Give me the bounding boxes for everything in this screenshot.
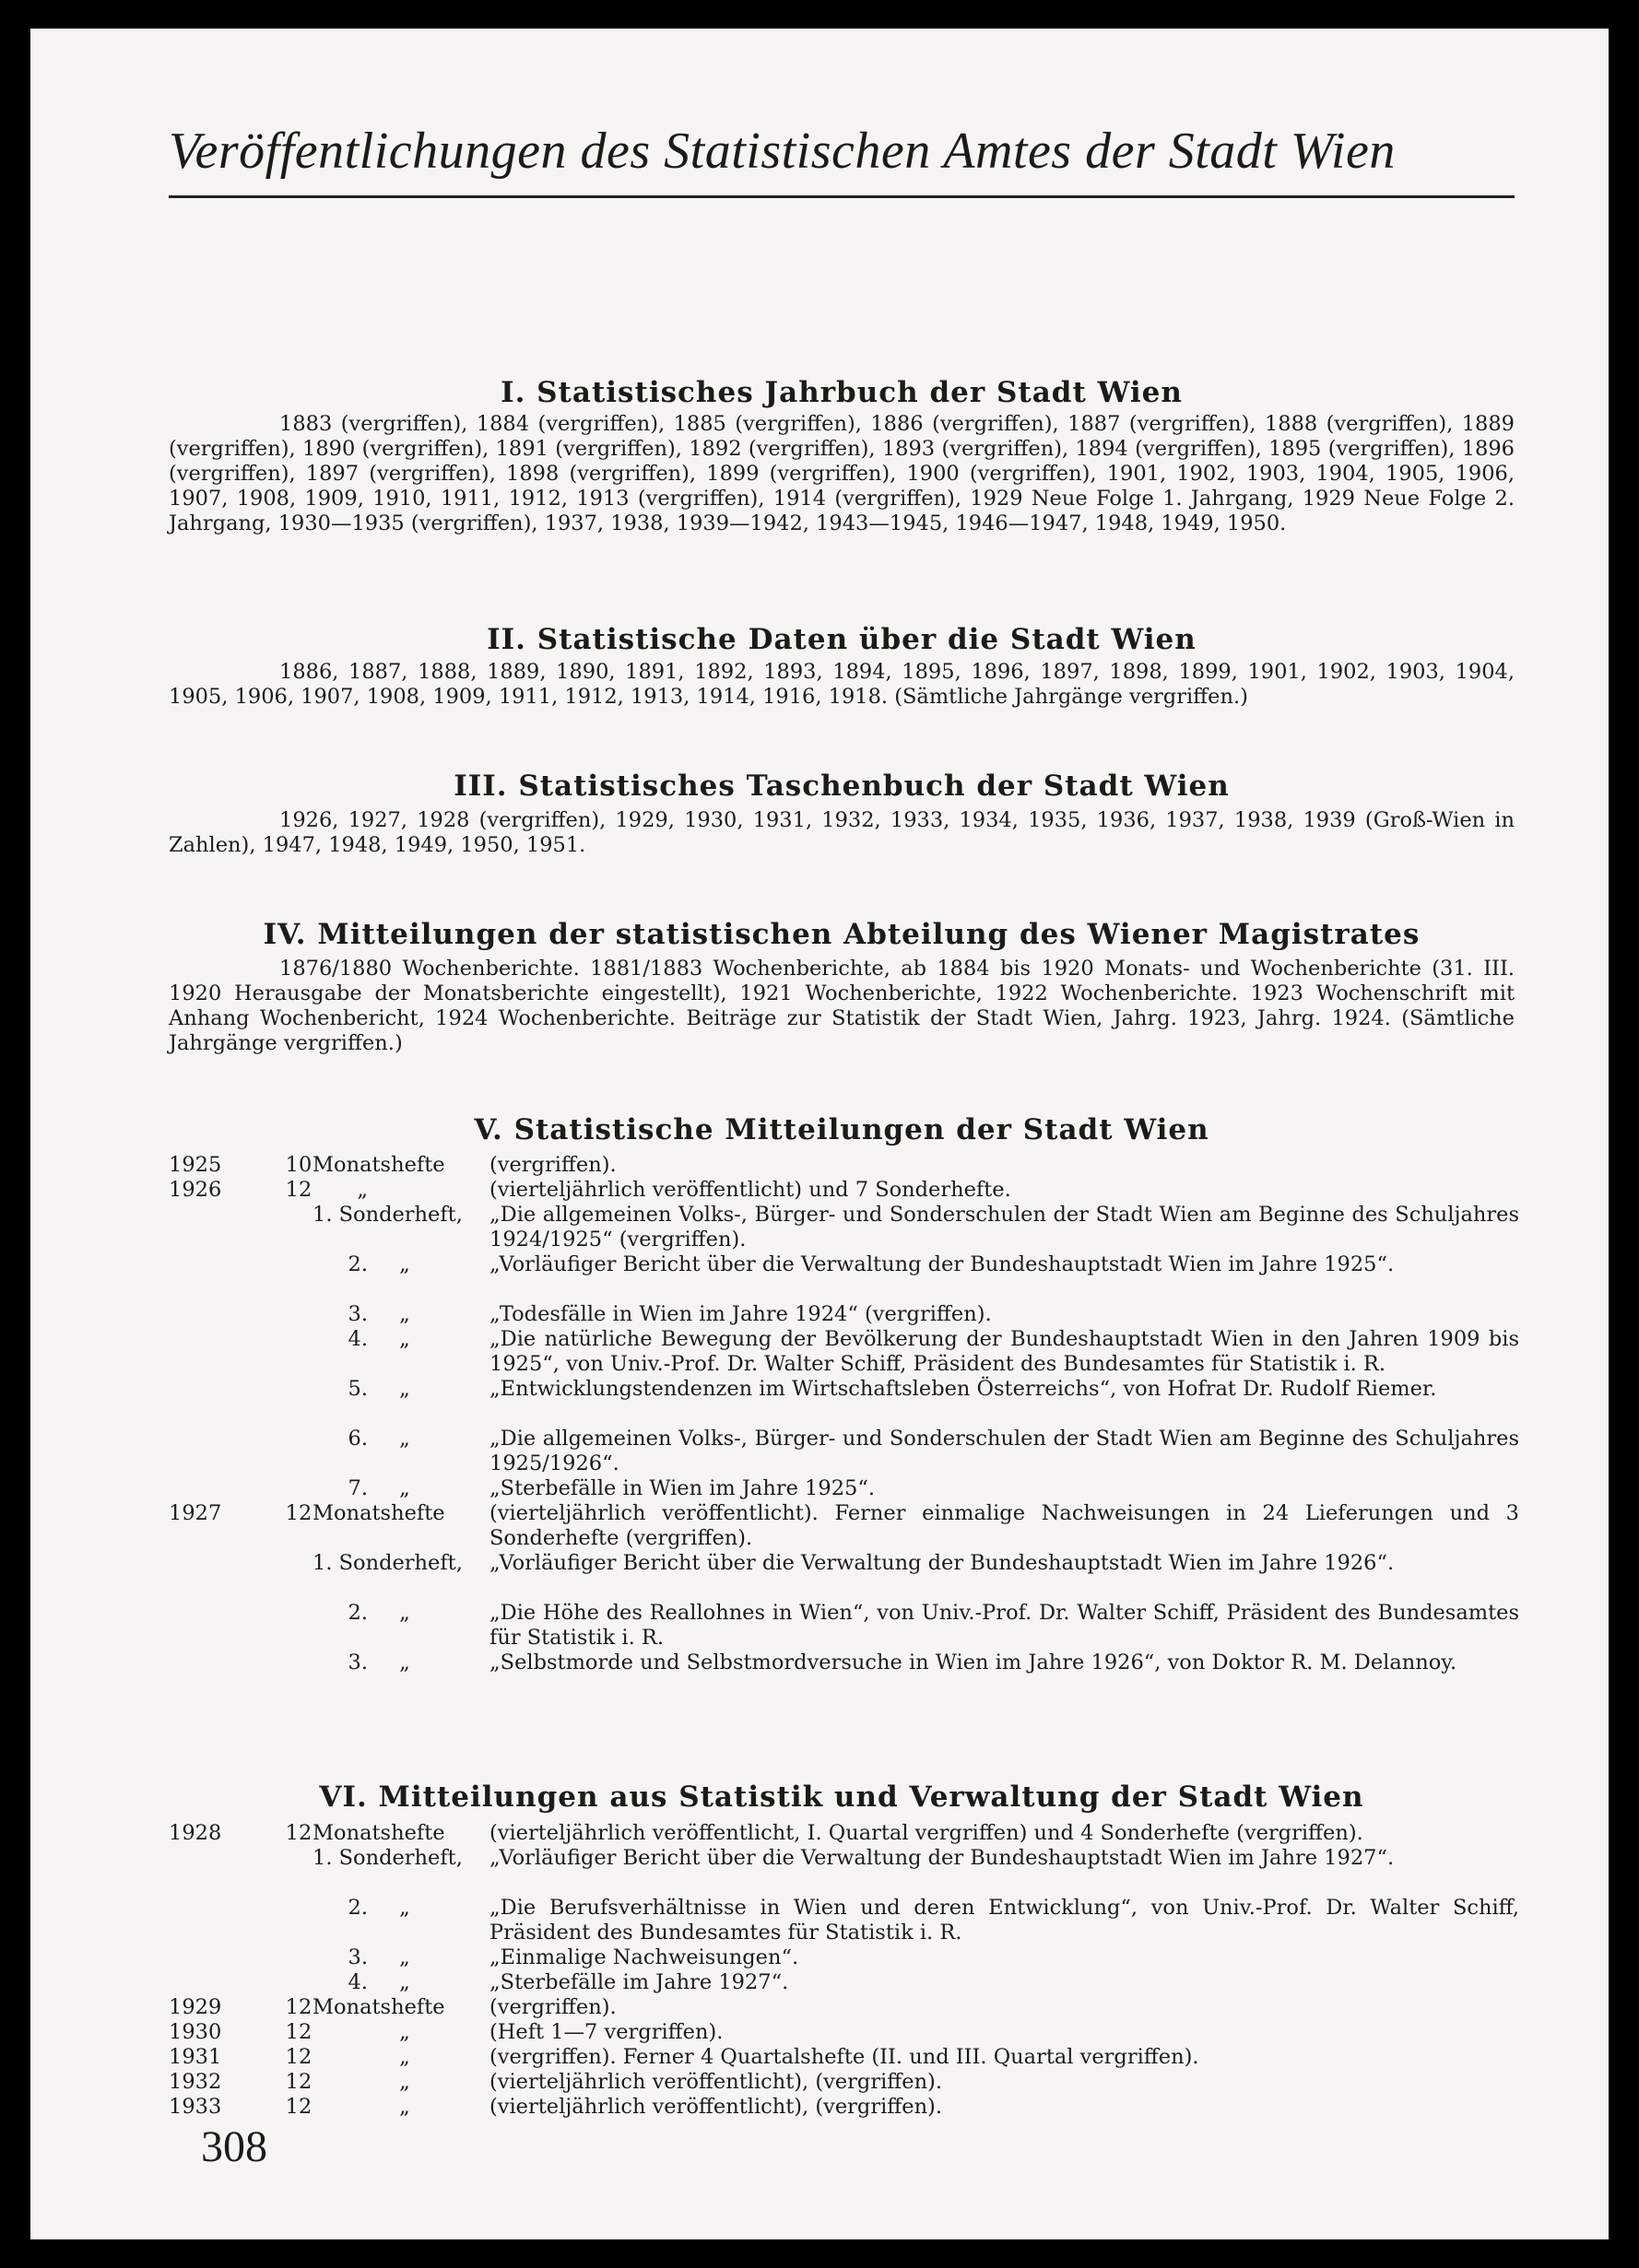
row-text: „Vorläufiger Bericht über die Verwaltung der Bundeshauptstadt Wien im Jahre 1927“.: [489, 1846, 1395, 1870]
row-count: 12: [285, 1178, 312, 1202]
row-ditto-mark: „: [399, 1970, 410, 1994]
row-label: 1. Sonderheft,: [312, 1203, 463, 1227]
row-ditto-mark: „: [399, 1476, 410, 1500]
header-rule: [169, 195, 1515, 198]
row-year: 1927: [169, 1501, 222, 1525]
row-ditto-mark: „: [399, 1427, 410, 1451]
section-text-ii: 1886, 1887, 1888, 1889, 1890, 1891, 1892, 1893, 1894, 1895, 1896, 1897, 1898, 1899, 1901, 1902, 1903, 1904, 1905, 1906, 1907, 1908, 1909, 1911, 1912, 1913, 1914, 1916, 1918. (Sämtliche Jahrgänge vergriffen.): [169, 660, 1515, 709]
row-text: (vierteljährlich veröffentlicht), (vergriffen).: [489, 2070, 942, 2094]
row-text: „Die allgemeinen Volks-, Bürger- und Sonderschulen der Stadt Wien am Beginne des Schuljahres 1924/1925“ (vergriffen).: [489, 1203, 1519, 1252]
row-ditto: 6.: [348, 1427, 368, 1451]
section-text-iii: 1926, 1927, 1928 (vergriffen), 1929, 1930, 1931, 1932, 1933, 1934, 1935, 1936, 1937, 1938, 1939 (Groß-Wien in Zahlen), 1947, 1948, 1949, 1950, 1951.: [169, 808, 1515, 857]
row-text: (vergriffen).: [489, 1995, 617, 2019]
row-count: 12: [285, 2020, 312, 2044]
row-ditto-mark: „: [399, 1896, 410, 1920]
row-ditto-mark: „: [399, 1601, 410, 1625]
row-year: 1926: [169, 1178, 222, 1202]
section-text-i: 1883 (vergriffen), 1884 (vergriffen), 1885 (vergriffen), 1886 (vergriffen), 1887 (vergriffen), 1888 (vergriffen), 1889 (vergriffen), 1890 (vergriffen), 1891 (vergriffen), 1892 (vergriffen), 1893 (vergriffen), 1894 (vergriffen), 1895 (vergriffen), 1896 (vergriffen), 1897 (vergriffen), 1898 (vergriffen), 1899 (vergriffen), 1900 (vergriffen), 1901, 1902, 1903, 1904, 1905, 1906, 1907, 1908, 1909, 1910, 1911, 1912, 1913 (vergriffen), 1914 (vergriffen), 1929 Neue Folge 1. Jahrgang, 1929 Neue Folge 2. Jahrgang, 1930—1935 (vergriffen), 1937, 1938, 1939—1942, 1943—1945, 1946—1947, 1948, 1949, 1950.: [169, 412, 1515, 535]
row-ditto: 2.: [348, 1601, 368, 1625]
row-ditto: 4.: [348, 1970, 368, 1994]
row-year: 1931: [169, 2045, 222, 2069]
row-label: Monatshefte: [312, 1821, 445, 1845]
row-ditto-mark: „: [399, 1377, 410, 1401]
row-label: Monatshefte: [312, 1995, 445, 2019]
row-text: „Vorläufiger Bericht über die Verwaltung der Bundeshauptstadt Wien im Jahre 1925“.: [489, 1252, 1395, 1276]
row-year: 1930: [169, 2020, 222, 2044]
row-ditto: 7.: [348, 1476, 368, 1500]
row-text: „Todesfälle in Wien im Jahre 1924“ (vergriffen).: [489, 1302, 992, 1326]
row-text: „Einmalige Nachweisungen“.: [489, 1945, 799, 1969]
row-ditto-mark: „: [399, 1302, 410, 1326]
row-count: 12: [285, 2045, 312, 2069]
row-text: „Sterbefälle in Wien im Jahre 1925“.: [489, 1476, 875, 1500]
row-ditto: 3.: [348, 1302, 368, 1326]
row-text: „Vorläufiger Bericht über die Verwaltung der Bundeshauptstadt Wien im Jahre 1926“.: [489, 1551, 1395, 1575]
row-label: Monatshefte: [312, 1153, 445, 1177]
row-label: 1. Sonderheft,: [312, 1846, 463, 1870]
running-header: Veröffentlichungen des Statistischen Amtes der Stadt Wien: [169, 123, 1396, 180]
row-ditto-mark: „: [399, 1252, 410, 1276]
row-text: „Die allgemeinen Volks-, Bürger- und Sonderschulen der Stadt Wien am Beginne des Schuljahres 1925/1926“.: [489, 1427, 1519, 1475]
row-text: „Die Höhe des Reallohnes in Wien“, von Univ.-Prof. Dr. Walter Schiff, Präsident des Bundesamtes für Statistik i. R.: [489, 1601, 1519, 1650]
section-title-v: V. Statistische Mitteilungen der Stadt Wien: [474, 1113, 1209, 1146]
row-text: (vierteljährlich veröffentlicht), (vergriffen).: [489, 2095, 942, 2119]
row-ditto: 2.: [348, 1896, 368, 1920]
row-year: 1925: [169, 1153, 222, 1177]
row-year: 1928: [169, 1821, 222, 1845]
row-count: 12: [285, 1501, 312, 1525]
row-ditto: 3.: [348, 1651, 368, 1675]
row-ditto-mark: „: [399, 2045, 410, 2069]
section-title-iii: III. Statistisches Taschenbuch der Stadt Wien: [454, 770, 1230, 803]
row-text: (vierteljährlich veröffentlicht) und 7 Sonderhefte.: [489, 1178, 1011, 1202]
row-ditto: 4.: [348, 1327, 368, 1351]
row-label: Monatshefte: [312, 1501, 445, 1525]
row-ditto-mark: „: [399, 1945, 410, 1969]
row-text: „Die natürliche Bewegung der Bevölkerung der Bundeshauptstadt Wien in den Jahren 1909 bis 1925“, von Univ.-Prof. Dr. Walter Schiff, Präsident des Bundesamtes für Statistik i. R.: [489, 1327, 1519, 1376]
row-ditto-mark: „: [399, 2070, 410, 2094]
row-ditto-mark: „: [399, 1327, 410, 1351]
row-text: (vierteljährlich veröffentlicht, I. Quartal vergriffen) und 4 Sonderhefte (vergriffen).: [489, 1821, 1363, 1845]
row-ditto-mark: „: [399, 2095, 410, 2119]
row-text: „Entwicklungstendenzen im Wirtschaftsleben Österreichs“, von Hofrat Dr. Rudolf Riemer.: [489, 1377, 1437, 1401]
row-year: 1932: [169, 2070, 222, 2094]
section-title-vi: VI. Mitteilungen aus Statistik und Verwaltung der Stadt Wien: [319, 1780, 1364, 1814]
row-text: „Selbstmorde und Selbstmordversuche in Wien im Jahre 1926“, von Doktor R. M. Delannoy.: [489, 1651, 1457, 1675]
row-text: „Die Berufsverhältnisse in Wien und deren Entwicklung“, von Univ.-Prof. Dr. Walter Schiff, Präsident des Bundesamtes für Statistik i. R.: [489, 1896, 1519, 1945]
row-count: 12: [285, 1821, 312, 1845]
row-text: (vierteljährlich veröffentlicht). Ferner einmalige Nachweisungen in 24 Lieferungen und 3 Sonderhefte (vergriffen).: [489, 1501, 1519, 1550]
row-text: (vergriffen).: [489, 1153, 617, 1177]
row-ditto: „: [357, 1178, 368, 1202]
document-page: [30, 29, 1609, 2239]
row-count: 12: [285, 2070, 312, 2094]
row-year: 1933: [169, 2095, 222, 2119]
row-text: „Sterbefälle im Jahre 1927“.: [489, 1970, 789, 1994]
section-text-iv: 1876/1880 Wochenberichte. 1881/1883 Wochenberichte, ab 1884 bis 1920 Monats- und Wochenberichte (31. III. 1920 Herausgabe der Monatsberichte eingestellt), 1921 Wochenberichte, 1922 Wochenberichte. 1923 Wochenschrift mit Anhang Wochenbericht, 1924 Wochenberichte. Beiträge zur Statistik der Stadt Wien, Jahrg. 1923, Jahrg. 1924. (Sämtliche Jahrgänge vergriffen.): [169, 957, 1515, 1055]
section-title-iv: IV. Mitteilungen der statistischen Abteilung des Wiener Magistrates: [263, 918, 1421, 951]
page-number: 308: [201, 2122, 267, 2171]
row-ditto: 3.: [348, 1945, 368, 1969]
row-count: 12: [285, 1995, 312, 2019]
row-ditto: 5.: [348, 1377, 368, 1401]
row-count: 12: [285, 2095, 312, 2119]
row-year: 1929: [169, 1995, 222, 2019]
row-label: 1. Sonderheft,: [312, 1551, 463, 1575]
row-count: 10: [285, 1153, 312, 1177]
section-title-i: I. Statistisches Jahrbuch der Stadt Wien: [501, 376, 1183, 409]
row-ditto-mark: „: [399, 1651, 410, 1675]
section-title-ii: II. Statistische Daten über die Stadt Wien: [487, 623, 1197, 656]
row-ditto: 2.: [348, 1252, 368, 1276]
row-ditto-mark: „: [399, 2020, 410, 2044]
row-text: (vergriffen). Ferner 4 Quartalshefte (II. und III. Quartal vergriffen).: [489, 2045, 1199, 2069]
row-text: (Heft 1—7 vergriffen).: [489, 2020, 724, 2044]
